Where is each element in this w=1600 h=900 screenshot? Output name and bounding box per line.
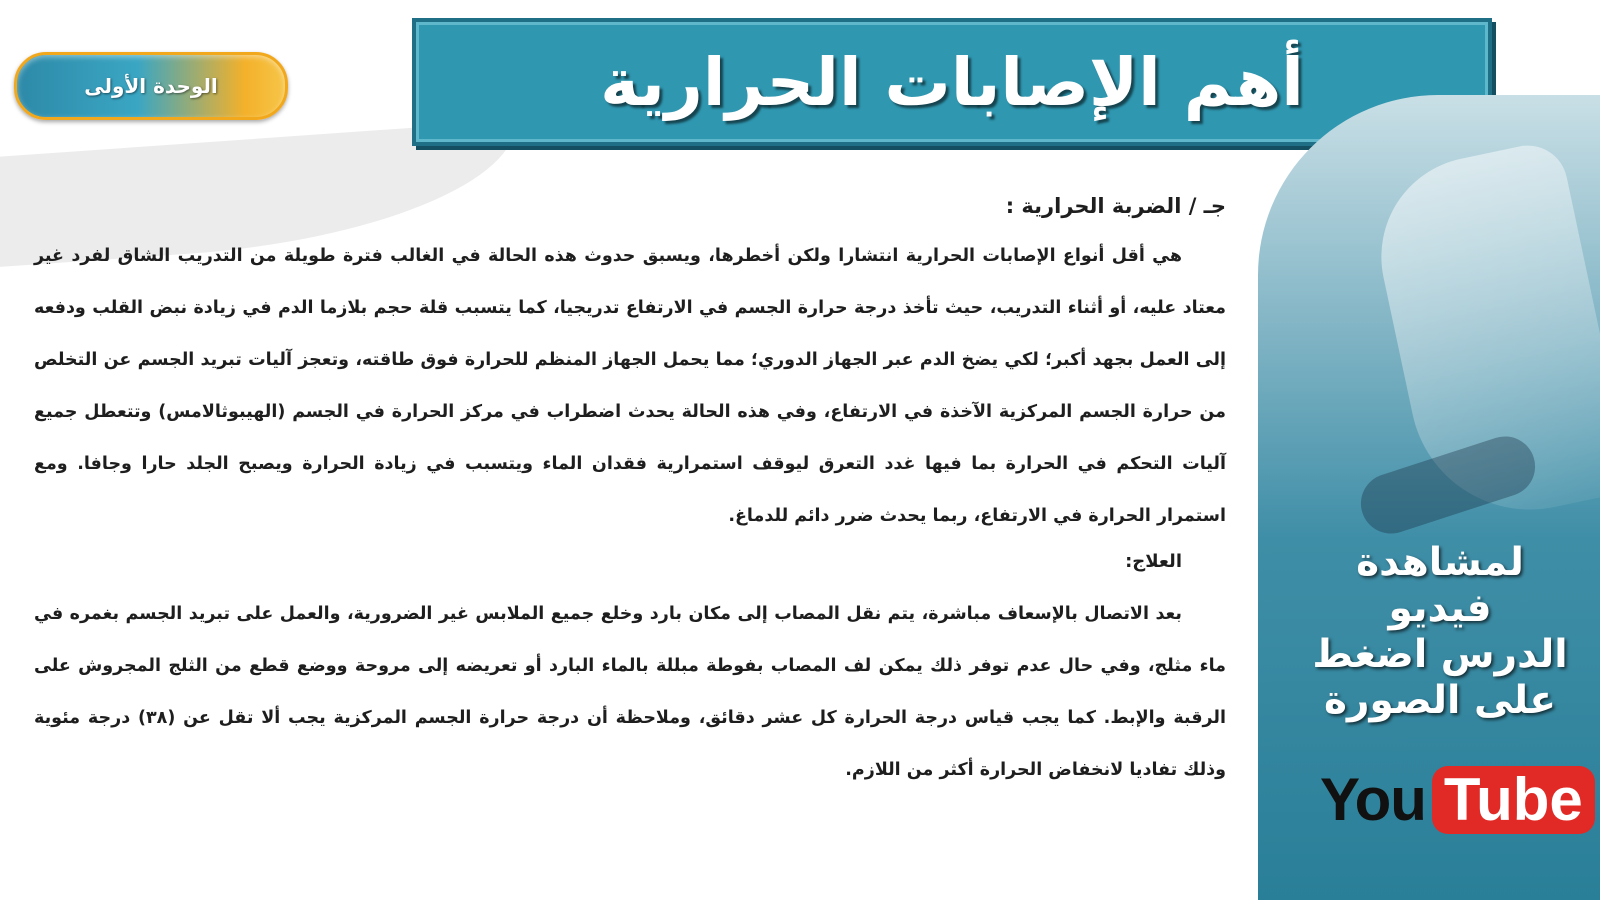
video-prompt-line-2: الدرس اضغط	[1312, 632, 1568, 677]
unit-label: الوحدة الأولى	[84, 74, 218, 98]
page-title: أهم الإصابات الحرارية	[600, 43, 1304, 121]
youtube-logo[interactable]	[1320, 766, 1595, 834]
lesson-content	[34, 186, 1226, 796]
title-banner	[412, 18, 1492, 146]
heatstroke-paragraph: هي أقل أنواع الإصابات الحرارية انتشارا ولكن أخطرها، ويسبق حدوث هذه الحالة في الغالب فترة طويلة من التدريب الشاق لفرد غير معتاد عليه، أو أثناء التدريب، حيث تأخذ درجة حرارة الجسم في الارتفاع تدريجيا، كما يتسبب قلة حجم بلازما الدم في زيادة نبض القلب ودفعه إلى العمل بجهد أكبر؛ لكي يضخ الدم عبر الجهاز الدوري؛ مما يحمل الجهاز المنظم للحرارة فوق طاقته، وتعجز آليات تبريد الجسم عن التخلص من حرارة الجسم المركزية الآخذة في الارتفاع، وفي هذه الحالة يحدث اضطراب في مركز الحرارة في الجسم (الهيبوثالامس) وتتعطل جميع آليات التحكم في الحرارة بما فيها غدد التعرق ليوقف استمرارية فقدان الماء ويتسبب في زيادة الحرارة ويصبح الجلد حارا وجافا. ومع استمرار الحرارة في الارتفاع، ربما يحدث ضرر دائم للدماغ.	[34, 246, 1226, 526]
treatment-heading: العلاج:	[1125, 551, 1182, 572]
treatment-paragraph: بعد الاتصال بالإسعاف مباشرة، يتم نقل المصاب إلى مكان بارد وخلع جميع الملابس غير الضرورية، والعمل على تبريد الجسم بغمره في ماء مثلج، وفي حال عدم توفر ذلك يمكن لف المصاب بفوطة مبللة بالماء البارد أو تعريضه إلى مروحة ووضع قطع من الثلج المجروش على الرقبة والإبط. كما يجب قياس درجة الحرارة كل عشر دقائق، وملاحظة أن درجة حرارة الجسم المركزية يجب ألا تقل عن (٣٨) درجة مئوية وذلك تفاديا لانخفاض الحرارة أكثر من اللازم.	[34, 604, 1226, 780]
youtube-logo-tube: Tube	[1432, 766, 1595, 834]
watch-video-prompt[interactable]	[1300, 540, 1580, 724]
video-prompt-line-1: لمشاهدة فيديو	[1356, 540, 1524, 631]
unit-badge	[14, 52, 288, 120]
section-heading: جـ / الضربة الحرارية :	[1005, 194, 1226, 218]
youtube-logo-you: You	[1320, 766, 1426, 833]
video-prompt-line-3: على الصورة	[1324, 678, 1556, 723]
